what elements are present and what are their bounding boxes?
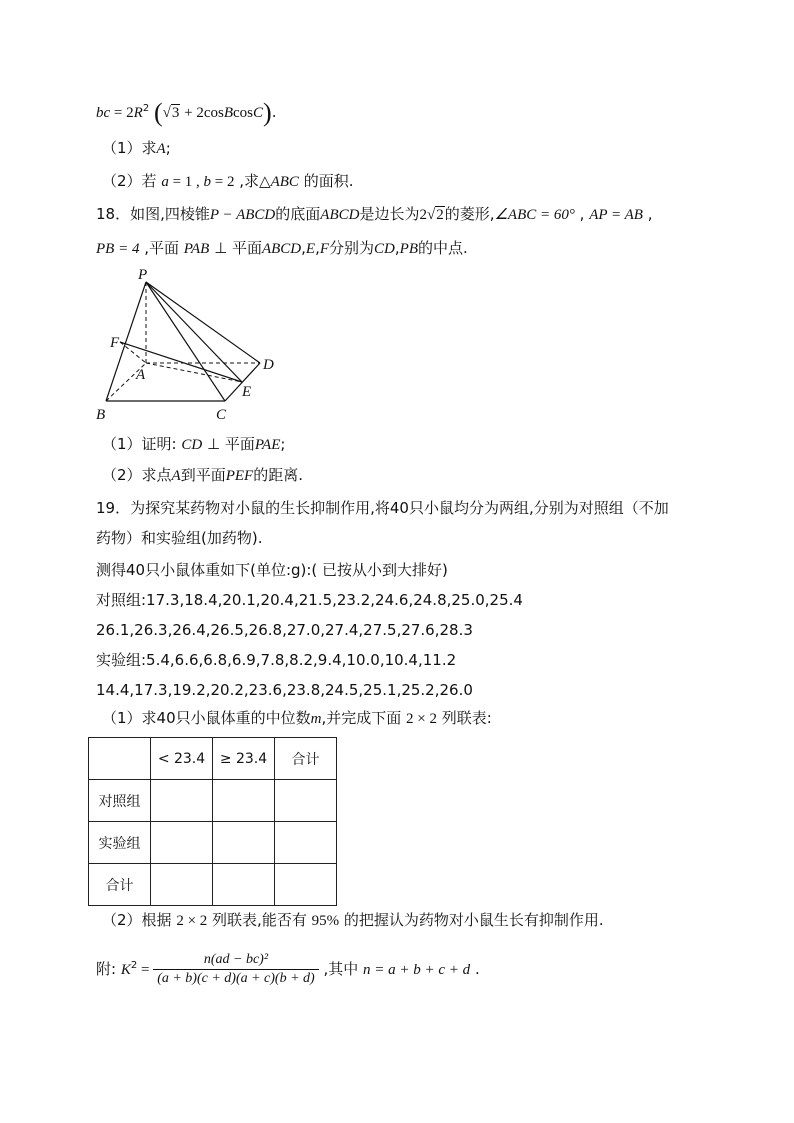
text: ; (165, 139, 171, 157)
text: 的面积. (298, 172, 354, 190)
text: 的距离. (253, 466, 304, 484)
row-label: 合计 (89, 864, 151, 906)
text: 18．如图,四棱锥 (96, 205, 210, 223)
formula-text: R (133, 105, 143, 121)
text: （1）求40只小鼠体重的中位数 (102, 709, 311, 727)
text: = 2 (211, 174, 235, 190)
text: ,平面 (139, 239, 184, 257)
paren-open: ( (153, 98, 163, 127)
label-E: E (242, 384, 252, 400)
table-row (89, 864, 337, 906)
text: ⊥ 平面 (202, 435, 255, 453)
table-cell (213, 864, 275, 906)
text: K (120, 962, 131, 978)
text: a (161, 174, 169, 190)
text: , (394, 239, 400, 257)
text: ,求 (234, 172, 260, 190)
text: , (642, 205, 653, 223)
text: = 1 , (168, 174, 204, 190)
text: ABCD (261, 241, 302, 257)
table-cell (213, 822, 275, 864)
text: 平面 (231, 239, 262, 257)
formula-text: . (271, 103, 277, 121)
sqrt-symbol: √ (162, 105, 171, 121)
q19-line2: 药物）和实验组(加药物). (96, 529, 263, 547)
formula-text: 3 (171, 105, 180, 121)
table-cell (151, 780, 213, 822)
label-B: B (96, 407, 106, 423)
text: ABC (270, 174, 299, 190)
formula-text: B (223, 105, 234, 121)
row-label: 实验组 (89, 822, 151, 864)
text: b (203, 174, 212, 190)
table-header-row (89, 738, 337, 780)
formula-text: cos (233, 105, 254, 121)
text: 列联表,能否有 (207, 911, 312, 929)
q19-part2 (102, 910, 604, 931)
q19-experiment-data-2: 14.4,17.3,19.2,20.2,23.6,23.8,24.5,25.1,25.2,26.0 (96, 681, 473, 699)
text: 的把握认为药物对小鼠生长有抑制作用. (339, 911, 604, 929)
table-header-cell: 合计 (275, 738, 337, 780)
text: F (319, 241, 330, 257)
text: （2）根据 (102, 911, 177, 929)
fraction-denominator: (a + b)(c + d)(a + c)(b + d) (157, 971, 315, 986)
text: 2 (419, 207, 427, 223)
q18-line2 (96, 238, 468, 259)
table-header-cell: < 23.4 (151, 738, 213, 780)
text: 分别为 (329, 239, 375, 257)
table-cell (151, 864, 213, 906)
table-row (89, 822, 337, 864)
text: PEF (225, 468, 254, 484)
text: PB (399, 241, 418, 257)
text: ,并完成下面 (321, 709, 407, 727)
formula-text: bc (96, 105, 111, 121)
text: CD (374, 241, 395, 257)
text: 2 × 2 (406, 711, 437, 727)
text: , (574, 205, 590, 223)
contingency-table (88, 737, 337, 906)
text: △ (259, 172, 271, 190)
text: n = a + b + c + d (363, 962, 471, 978)
q19-experiment-data-1: 实验组:5.4,6.6,6.8,6.9,7.8,8.2,9.4,10.0,10.4,11.2 (96, 651, 457, 669)
text: , (301, 239, 306, 257)
table-cell (151, 822, 213, 864)
sqrt-radicand (435, 204, 445, 225)
text: 2 × 2 (176, 913, 208, 929)
text: （2）若 (102, 172, 157, 190)
text: PAE (254, 437, 281, 453)
text: 到平面 (180, 466, 226, 484)
q17-part1 (102, 138, 171, 159)
text: （2）求点 (102, 466, 172, 484)
formula-bc (96, 98, 277, 127)
label-C: C (216, 407, 227, 423)
formula-text: C (253, 105, 264, 121)
q17-part2 (102, 171, 354, 192)
label-P: P (138, 267, 148, 283)
text: PB = 4 (96, 241, 140, 257)
text: 的菱形, (444, 205, 495, 223)
table-cell (89, 738, 151, 780)
sqrt-symbol: √ (426, 207, 436, 223)
table-cell (275, 822, 337, 864)
text: CD (181, 437, 203, 453)
text: ⊥ (209, 239, 232, 257)
q18-part2 (102, 465, 303, 486)
label-D: D (263, 357, 274, 373)
table-header-cell: ≥ 23.4 (213, 738, 275, 780)
q18-part1 (102, 434, 285, 455)
text: 是边长为 (359, 205, 420, 223)
row-label: 对照组 (89, 780, 151, 822)
fraction-numerator: n(ad − bc)² (153, 951, 319, 970)
formula-text: + 2cos (180, 105, 224, 121)
text: A (171, 468, 181, 484)
q19-control-data-2: 26.1,26.3,26.4,26.5,26.8,27.0,27.4,27.5,27.6,28.3 (96, 621, 473, 639)
q19-line3: 测得40只小鼠体重如下(单位:g):( 已按从小到大排好) (96, 561, 448, 579)
text: PAB (183, 241, 210, 257)
table-cell (275, 864, 337, 906)
text: AP = AB (589, 207, 643, 223)
text: E (305, 241, 316, 257)
formula-text: = 2 (110, 105, 134, 121)
text: . (470, 960, 480, 978)
text: （1）证明: (102, 435, 182, 453)
table-cell (213, 780, 275, 822)
text: （1）求 (102, 139, 157, 157)
text: m (310, 711, 322, 727)
label-F: F (110, 335, 120, 351)
text: 2 (130, 960, 138, 971)
formula-text: 2 (142, 103, 150, 114)
q19-control-data-1: 对照组:17.3,18.4,20.1,20.4,21.5,23.2,24.6,24.8,25.0,25.4 (96, 591, 523, 609)
text: 的中点. (418, 239, 468, 257)
table-cell (275, 780, 337, 822)
sqrt-radicand (171, 102, 181, 123)
table-row (89, 780, 337, 822)
text: 附: (96, 960, 121, 978)
q19-line1: 19．为探究某药物对小鼠的生长抑制作用,将40只小鼠均分为两组,分别为对照组（不加 (96, 499, 669, 517)
pyramid-figure (92, 262, 292, 430)
q18-line1 (96, 204, 652, 225)
text: 列联表: (437, 709, 492, 727)
q19-part1 (102, 708, 492, 729)
text: ,其中 (318, 960, 364, 978)
text: 2 (436, 207, 444, 223)
k2-fraction (153, 951, 319, 988)
text: 95% (311, 913, 340, 929)
text: ; (280, 435, 286, 453)
text: ABCD (320, 207, 360, 223)
text: A (156, 141, 166, 157)
text: = (137, 962, 154, 978)
text: P − ABCD (209, 207, 276, 223)
paren-close: ) (263, 98, 272, 127)
text: , (315, 239, 320, 257)
text: ∠ABC = 60° (494, 207, 575, 223)
q19-appendix (96, 946, 480, 990)
text: 的底面 (275, 205, 321, 223)
label-A: A (136, 367, 146, 383)
